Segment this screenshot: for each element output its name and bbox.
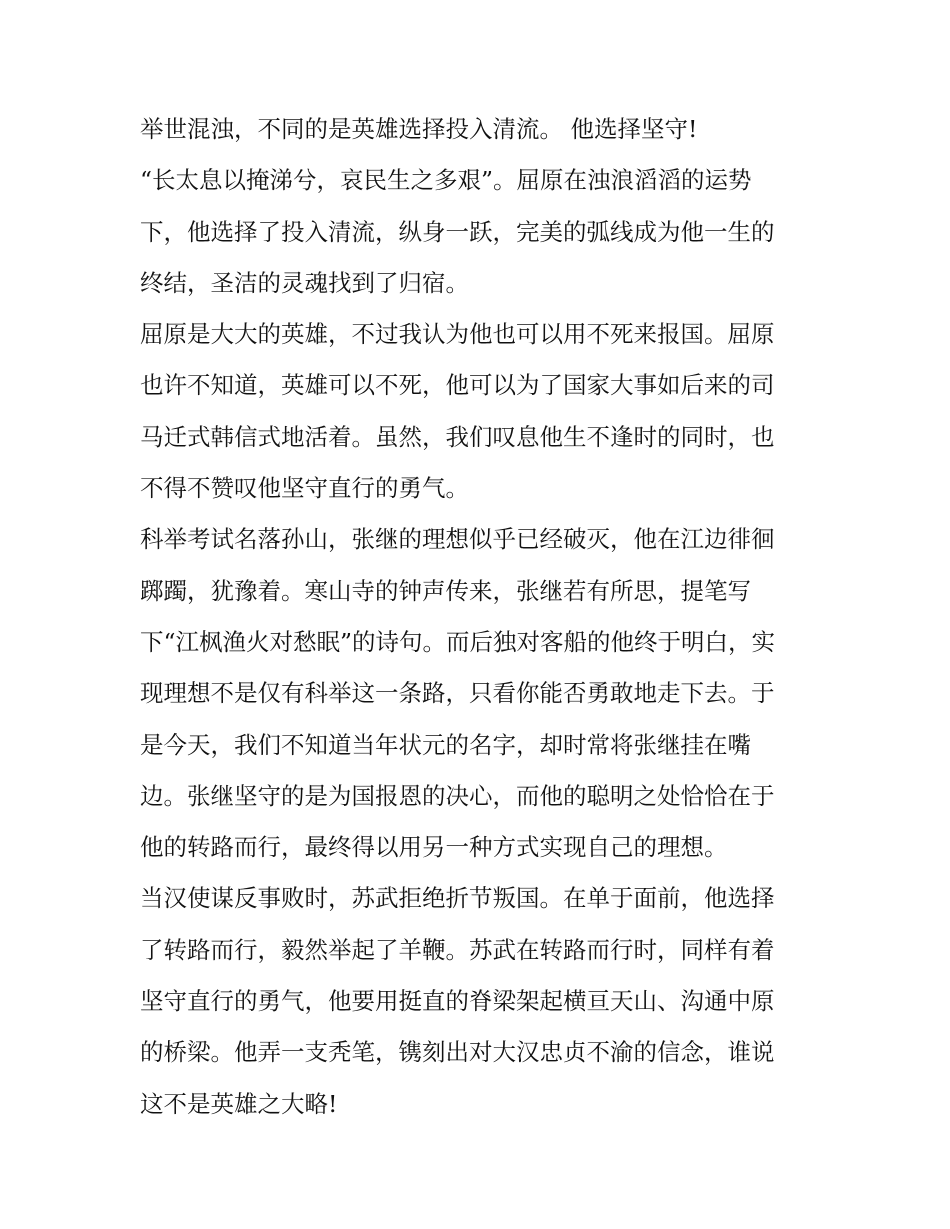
text-line: 下“江枫渔火对愁眠”的诗句。而后独对客船的他终于明白，实 <box>140 627 776 656</box>
text-line: 不得不赞叹他坚守直行的勇气。 <box>140 474 469 503</box>
text-line: 马迁式韩信式地活着。虽然，我们叹息他生不逢时的同时，也 <box>140 422 775 451</box>
body-text <box>140 104 820 1130</box>
text-line: 屈原是大大的英雄，不过我认为他也可以用不死来报国。屈原 <box>140 320 775 349</box>
text-line: 坚守直行的勇气，他要用挺直的脊梁架起横亘天山、沟通中原 <box>140 987 775 1016</box>
text-line: 这不是英雄之大略! <box>140 1089 338 1118</box>
text-line: 边。张继坚守的是为国报恩的决心，而他的聪明之处恰恰在于 <box>140 781 775 810</box>
text-line: 科举考试名落孙山，张继的理想似乎已经破灭，他在江边徘徊 <box>140 525 775 554</box>
text-line: 举世混浊，不同的是英雄选择投入清流。 他选择坚守! <box>140 115 698 143</box>
text-line: 下，他选择了投入清流，纵身一跃，完美的弧线成为他一生的 <box>140 217 775 246</box>
text-line: 的桥梁。他弄一支秃笔，镌刻出对大汉忠贞不渝的信念，谁说 <box>140 1038 775 1067</box>
text-line: 当汉使谋反事败时，苏武拒绝折节叛国。在单于面前，他选择 <box>140 884 775 913</box>
text-line: 踯躅，犹豫着。寒山寺的钟声传来，张继若有所思，提笔写 <box>140 576 751 605</box>
text-line: 现理想不是仅有科举这一条路，只看你能否勇敢地走下去。于 <box>140 679 775 708</box>
text-line: “长太息以掩涕兮，哀民生之多艰”。屈原在浊浪滔滔的运势 <box>140 166 752 195</box>
text-line: 了转路而行，毅然举起了羊鞭。苏武在转路而行时，同样有着 <box>140 935 775 964</box>
text-line: 终结，圣洁的灵魂找到了归宿。 <box>140 268 469 297</box>
text-line: 也许不知道，英雄可以不死，他可以为了国家大事如后来的司 <box>140 371 775 400</box>
text-line: 是今天，我们不知道当年状元的名字，却时常将张继挂在嘴 <box>140 730 751 759</box>
text-line: 他的转路而行，最终得以用另一种方式实现自己的理想。 <box>140 833 728 862</box>
